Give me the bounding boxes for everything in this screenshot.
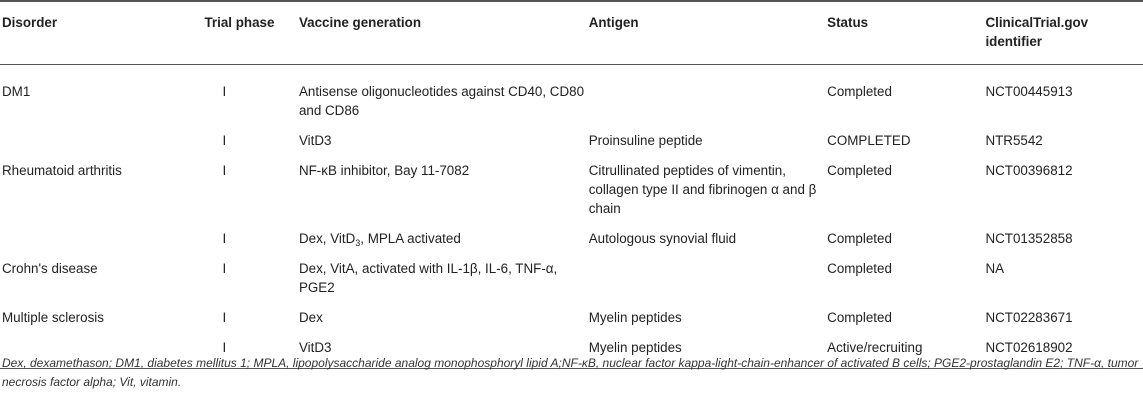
cell-disorder: Multiple sclerosis xyxy=(2,310,104,325)
cell-antigen xyxy=(589,250,827,299)
cell-identifier: NCT02618902 xyxy=(985,340,1073,355)
cell-status: Active/recruiting xyxy=(827,340,923,355)
cell-vaccine-generation xyxy=(299,220,589,250)
cell-identifier: NCT00445913 xyxy=(985,84,1073,99)
cell-vaccine-generation: VitD3 xyxy=(298,133,332,148)
generation-text: Dex, VitD xyxy=(298,231,356,246)
cell-disorder: DM1 xyxy=(2,84,31,99)
table-header xyxy=(0,1,1143,65)
cell-antigen: Citrullinated peptides of vimentin, collagen type II and fibrinogen α and β chain xyxy=(588,163,817,216)
header-disorder: Disorder xyxy=(2,15,58,30)
generation-subscript: 3 xyxy=(355,238,361,248)
cell-trial-phase: I xyxy=(222,84,227,99)
cell-identifier: NCT00396812 xyxy=(985,163,1073,178)
header-vaccine-generation: Vaccine generation xyxy=(298,15,422,30)
generation-text: , MPLA activated xyxy=(360,231,461,246)
cell-disorder xyxy=(0,220,204,250)
table-row xyxy=(0,250,1143,299)
cell-disorder: Rheumatoid arthritis xyxy=(2,163,122,178)
cell-identifier: NCT01352858 xyxy=(985,231,1073,246)
table-footnote: Dex, dexamethason; DM1, diabetes mellitus 1; MPLA, lipopolysaccharide analog monophosphoryl lipid A;NF-κB, nuclear factor kappa-light-chain-enhancer of activated B cells; PGE2-prostaglandin E2; TNF-α, tumor necrosis factor alpha; Vit, vitamin. xyxy=(2,356,1139,389)
cell-vaccine-generation: Dex xyxy=(298,310,323,325)
cell-trial-phase: I xyxy=(222,133,227,148)
cell-vaccine-generation: Antisense oligonucleotides against CD40, CD80 and CD86 xyxy=(298,84,585,118)
table-row xyxy=(0,220,1143,250)
table-row xyxy=(0,299,1143,329)
cell-disorder xyxy=(0,122,204,152)
cell-vaccine-generation: VitD3 xyxy=(298,340,332,355)
cell-antigen: Autologous synovial fluid xyxy=(588,231,737,246)
cell-disorder: Crohn's disease xyxy=(2,261,98,276)
table-row xyxy=(0,122,1143,152)
cell-identifier: NTR5542 xyxy=(985,133,1043,148)
cell-status: Completed xyxy=(827,261,892,276)
cell-trial-phase: I xyxy=(222,261,227,276)
cell-trial-phase: I xyxy=(222,310,227,325)
cell-status: Completed xyxy=(827,84,892,99)
table-row xyxy=(0,65,1143,123)
cell-antigen xyxy=(589,65,827,123)
cell-vaccine-generation: Dex, VitA, activated with IL-1β, IL-6, TNF-α, PGE2 xyxy=(298,261,558,295)
table-body xyxy=(0,65,1143,369)
cell-antigen: Myelin peptides xyxy=(588,340,682,355)
cell-status: Completed xyxy=(827,163,892,178)
header-trial-phase: Trial phase xyxy=(204,15,275,30)
cell-antigen: Proinsuline peptide xyxy=(588,133,703,148)
cell-status: Completed xyxy=(827,310,892,325)
cell-antigen: Myelin peptides xyxy=(588,310,682,325)
header-status: Status xyxy=(827,15,869,30)
cell-vaccine-generation: NF-κB inhibitor, Bay 11-7082 xyxy=(298,163,470,178)
cell-identifier: NCT02283671 xyxy=(985,310,1073,325)
header-identifier: ClinicalTrial.gov identifier xyxy=(985,15,1089,49)
cell-identifier: NA xyxy=(985,261,1005,276)
cell-trial-phase: I xyxy=(222,163,227,178)
header-row xyxy=(0,1,1143,65)
cell-trial-phase: I xyxy=(222,340,227,355)
table-row xyxy=(0,152,1143,220)
cell-trial-phase: I xyxy=(222,231,227,246)
cell-status: COMPLETED xyxy=(827,133,911,148)
cell-status: Completed xyxy=(827,231,892,246)
header-antigen: Antigen xyxy=(588,15,639,30)
